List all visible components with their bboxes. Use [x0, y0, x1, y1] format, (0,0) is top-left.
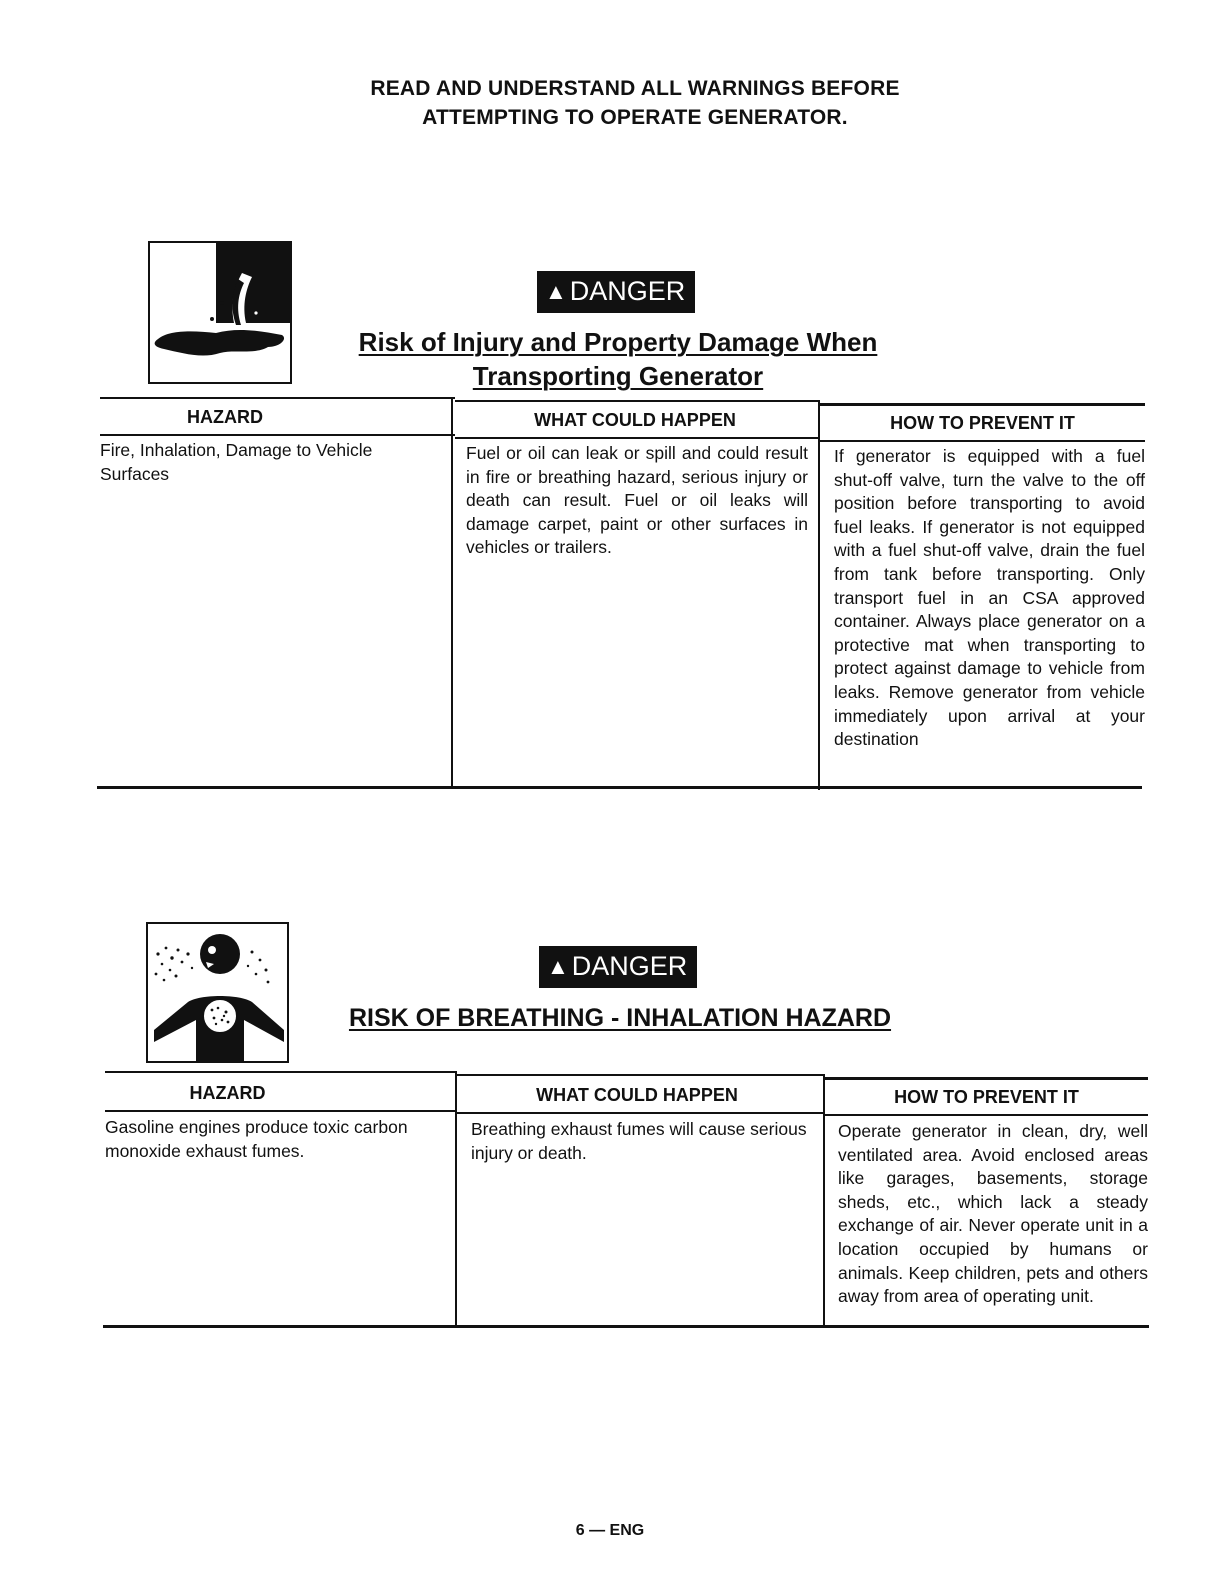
column-header-what-could-happen: WHAT COULD HAPPEN [536, 1085, 738, 1105]
column-divider [451, 398, 453, 788]
section-title-line-1: RISK OF BREATHING - INHALATION HAZARD [348, 1004, 892, 1032]
danger-signal-word: DANGER [571, 951, 688, 981]
how-to-prevent-cell: If generator is equipped with a fuel shut-off valve, turn the valve to the off position before transporting to avoid fuel leaks. If generator is not equipped with a fuel shut-off valve, drain the fuel from tank before transporting. Only transport fuel in an CSA approved container. Always place generator on a protective mat when transporting to protect against damage to vehicle from leaks. Remove generator from vehicle immediately upon arrival at your destination [834, 446, 1145, 750]
table-top-rule [100, 397, 455, 399]
what-could-happen-cell: Breathing exhaust fumes will cause serious injury or death. [471, 1119, 807, 1163]
column-header-how-to-prevent: HOW TO PREVENT IT [890, 413, 1075, 433]
warning-triangle-icon: ▲ [545, 279, 567, 304]
column-divider [823, 1076, 825, 1328]
column-divider [818, 402, 820, 790]
section-title-line-2: Transporting Generator [472, 361, 764, 391]
page-title-line-1: READ AND UNDERSTAND ALL WARNINGS BEFORE [370, 77, 900, 100]
page-title [0, 74, 1210, 132]
header-divider [825, 1114, 1148, 1116]
column-header-hazard: HAZARD [187, 407, 263, 427]
table-top-rule [457, 1074, 825, 1076]
page-number: 6 — ENG [575, 1522, 645, 1539]
table-top-rule [825, 1077, 1148, 1080]
column-header-what-could-happen: WHAT COULD HAPPEN [534, 410, 736, 430]
hazard-cell: Gasoline engines produce toxic carbon monoxide exhaust fumes. [105, 1117, 408, 1161]
column-header-how-to-prevent: HOW TO PREVENT IT [894, 1087, 1079, 1107]
table-top-rule [105, 1071, 457, 1073]
table-top-rule [820, 403, 1145, 406]
section-title-line-1: Risk of Injury and Property Damage When [358, 327, 878, 357]
hazard-cell: Fire, Inhalation, Damage to Vehicle Surfaces [100, 440, 373, 484]
what-could-happen-cell: Fuel or oil can leak or spill and could result in fire or breathing hazard, serious injury or death can result. Fuel or oil leaks will damage carpet, paint or other surfaces in vehicles or trailers. [466, 443, 808, 558]
table-bottom-rule [103, 1325, 1149, 1328]
section-title [300, 1001, 940, 1035]
how-to-prevent-cell: Operate generator in clean, dry, well ventilated area. Avoid enclosed areas like garages, basements, storage sheds, etc., which lack a steady exchange of air. Never operate unit in a location occupied by humans or animals. Keep children, pets and others away from area of operating unit. [838, 1121, 1148, 1307]
column-divider [455, 1073, 457, 1327]
column-header-hazard: HAZARD [189, 1083, 266, 1103]
fuel-spill-icon [148, 241, 292, 384]
warning-triangle-icon: ▲ [547, 954, 569, 979]
header-divider [455, 437, 820, 439]
section-title [318, 325, 918, 393]
toxic-fumes-icon [146, 922, 289, 1063]
page-title-line-2: ATTEMPTING TO OPERATE GENERATOR. [422, 106, 848, 129]
table-bottom-rule [97, 786, 1142, 789]
danger-signal-badge [539, 946, 697, 988]
header-divider [820, 440, 1145, 442]
table-top-rule [455, 400, 820, 402]
header-divider [457, 1112, 825, 1114]
header-divider [100, 434, 455, 436]
danger-signal-badge [537, 271, 695, 313]
header-divider [105, 1110, 457, 1112]
danger-signal-word: DANGER [569, 276, 686, 306]
